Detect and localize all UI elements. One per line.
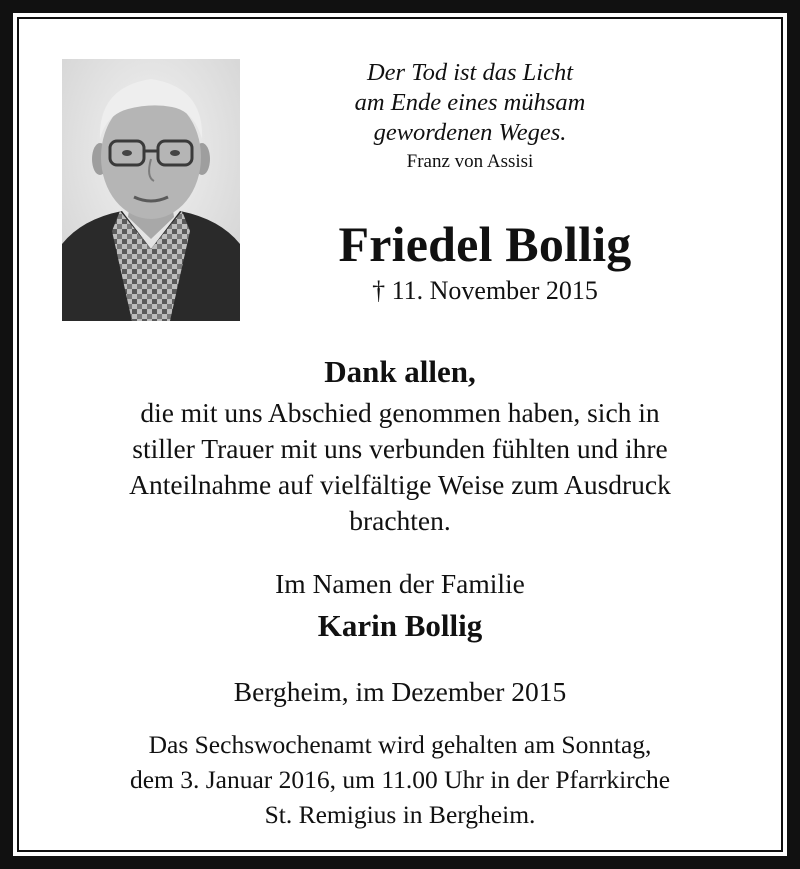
service-line: Das Sechswochenamt wird gehalten am Sonntag,: [148, 730, 652, 759]
service-line: St. Remigius in Bergheim.: [264, 800, 536, 829]
family-name: Karin Bollig: [317, 608, 483, 643]
service-line: dem 3. Januar 2016, um 11.00 Uhr in der Pfarrkirche: [129, 765, 671, 794]
quote-line: gewordenen Weges.: [373, 119, 567, 146]
quote-line: Der Tod ist das Licht: [366, 59, 574, 86]
thanks-body: [30, 395, 770, 539]
thanks-line: die mit uns Abschied genommen haben, sich in: [140, 397, 660, 428]
thanks-line: Anteilnahme auf vielfältige Weise zum Ausdruck: [129, 469, 671, 500]
portrait-photo-illustration: [62, 59, 240, 321]
deceased-name: Friedel Bollig: [338, 216, 632, 272]
thanks-line: brachten.: [349, 505, 451, 536]
thanks-heading: Dank allen,: [324, 354, 476, 389]
service-notice: [30, 727, 770, 832]
family-intro: Im Namen der Familie: [275, 568, 525, 599]
quote-block: [300, 58, 640, 174]
thanks-line: stiller Trauer mit uns verbunden fühlten und ihre: [132, 433, 668, 464]
quote-author: Franz von Assisi: [406, 151, 534, 172]
quote-line: am Ende eines mühsam: [354, 89, 586, 116]
place-and-date: Bergheim, im Dezember 2015: [233, 676, 567, 707]
death-date: † 11. November 2015: [372, 276, 598, 305]
portrait-photo: [62, 59, 240, 321]
